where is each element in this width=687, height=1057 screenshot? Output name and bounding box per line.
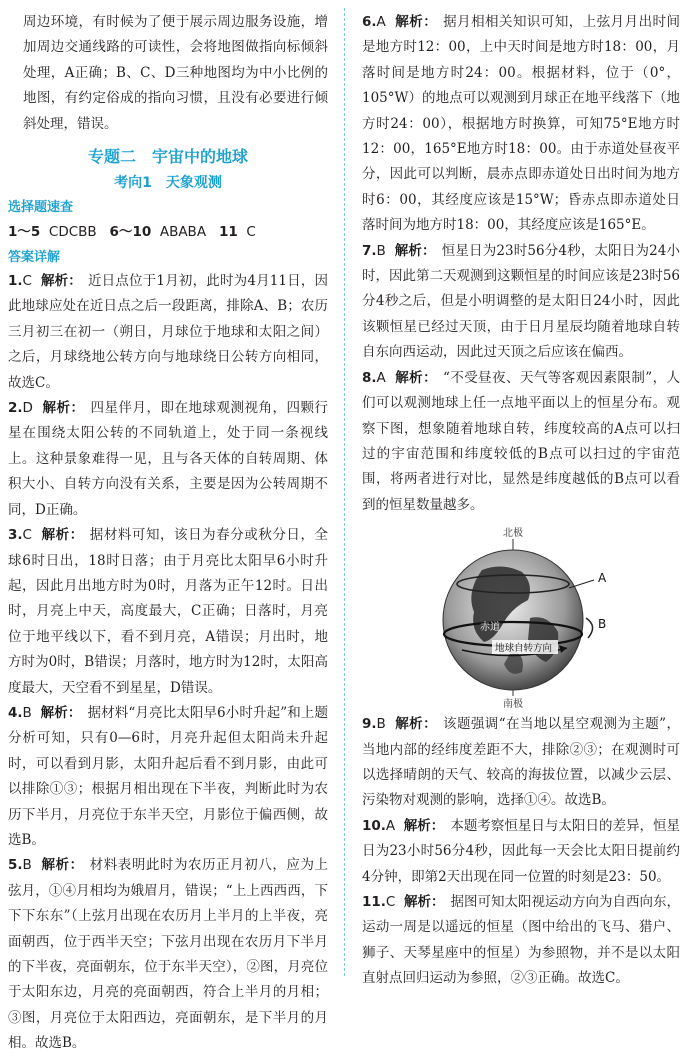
analysis-label: 解析： [40,273,82,290]
question-1 [8,269,328,396]
question-number: 11. [362,893,386,910]
question-number: 3. [8,527,23,544]
section-detail: 答案详解 [8,250,61,266]
analysis-label: 解析： [403,893,445,910]
question-text: 据材料“月亮比太阳早6小时升起”和上题分析可知，只有0—6时，月亮升起但太阳尚未升起时，可以看到月影，太阳升起后看不到月影，由此可以排除①③；根据月相出现在下半夜，判断此时为农历下半月，月亮位于东半天空，月影位于偏西侧，故选B。 [8,704,328,848]
right-column [362,10,680,992]
question-number: 1. [8,273,23,290]
key-answers-1: CDCBB [48,224,97,241]
globe-diagram [362,522,680,710]
north-pole-label: 北极 [503,528,523,540]
analysis-label: 解析： [42,400,85,417]
equator-label: 赤道 [480,622,500,634]
question-text: “不受昼夜、天气等客观因素限制”，人们可以观测地球上任一点地平面以上的恒星分布。观察下图，想象随着地球自转，纬度较高的A点可以扫过的宇宙范围和纬度较低的B点可以扫过的宇宙范围，将两者进行对比，显然是纬度越低的B点可以看到的恒星数量越多。 [362,369,680,513]
answer-keys [8,219,328,245]
point-a-label: A [598,571,607,586]
analysis-label: 解析： [395,369,437,386]
analysis-label: 解析： [41,857,84,874]
question-5 [8,853,328,1056]
sub-title: 考向1 天象观测 [114,175,222,192]
question-answer: B [376,242,386,259]
key-answers-2: ABABA [159,224,207,241]
question-3 [8,523,328,701]
question-number: 8. [362,369,377,386]
question-4 [8,701,328,853]
question-text: 本题考察恒星日与太阳日的差异，恒星日为23小时56分4秒，因此每一天会比太阳日提前约4分钟，即第2天出现在同一位置的时刻是23：50。 [362,817,681,885]
key-range-2: 6～10 [109,224,152,241]
question-8 [362,366,680,518]
question-text: 据月相相关知识可知，上弦月月出时间是地方时12：00，上中天时间是地方时18：00，月落时间是地方时24：00。根据材料，位于（0°，105°W）的地点可以观测到月球正在地平线落下（地方时24：00），根据地方时换算，可知75°E地方时12：00，165°E地方时18：00。由于赤道处昼夜平分，因此可以判断，晨赤点即赤道处日出时间为地方时6：00，其经度应该是15°W；昏赤点即赤道处日落时间为地方时18：00，其经度应该是165°E。 [362,14,680,234]
analysis-label: 解析： [40,704,82,721]
question-text: 恒星日为23时56分4秒，太阳日为24小时，因此第二天观测到这颗恒星的时间应该是23时56分4秒之后，但是小明调整的是太阳日24小时，因此该颗恒星已经过天顶，由于日月星辰均随着地球自转自东向西运动，因此过天顶之后应该在偏西。 [362,242,680,361]
analysis-label: 解析： [394,242,436,259]
key-range-1: 1～5 [8,224,41,241]
topic-title: 专题二 宇宙中的地球 [87,147,248,167]
question-11 [362,890,680,992]
question-9 [362,712,680,814]
question-2 [8,396,328,523]
question-number: 9. [362,716,377,733]
question-number: 6. [362,14,377,30]
earth-rotation-figure [362,522,680,710]
question-text: 四星伴月，即在地球观测视角，四颗行星在围绕太阳公转的不同轨道上，处于同一条视线上。这种景象难得一见，且与各天体的自转周期、体积大小、自转方向没有关系，主要是因为公转周期不同，D正确。 [8,400,329,518]
question-7 [362,239,680,366]
question-answer: C [22,273,32,290]
pointer-b [586,618,593,638]
question-10 [362,814,680,890]
question-answer: D [22,400,33,417]
analysis-label: 解析： [395,716,438,733]
question-6 [362,10,680,239]
question-text: 据材料可知，该日为春分或秋分日，全球6时日出，18时日落；由于月亮比太阳早6小时升起，因此月出地方时为0时，月落为正午12时。日出时，月亮上中天，高度最大，C正确；日落时，月亮位于地平线以下，看不到月亮，A错误；月出时，地方时为0时，B错误；月落时，地方时为12时，太阳高度最大，天空看不到星星，D错误。 [8,527,328,696]
question-answer: A [376,14,386,30]
question-answer: A [385,817,396,834]
question-number: 2. [8,400,23,417]
question-answer: A [376,369,386,386]
south-pole-label: 南极 [503,699,523,711]
column-divider [344,8,345,976]
question-text: 材料表明此时为农历正月初八，应为上弦月，①④月相均为娥眉月，错误；“上上西西西，下下下东东”（上弦月出现在农历月上半月的上半夜，亮面朝西，位于西半天空；下弦月出现在农历月下半月的下半夜，亮面朝东，位于东半天空），②图，月亮位于太阳东边，月亮的亮面朝西，符合上半月的月相；③图，月亮位于太阳西边，亮面朝东，是下半月的月相。故选B。 [8,857,329,1052]
analysis-label: 解析： [403,817,445,834]
analysis-label: 解析： [395,14,438,30]
question-answer: C [385,893,396,910]
question-text: 近日点位于1月初，此时为4月11日，因此地球应处在近日点之后一段距离，排除A、B；农历三月初三在初一（朔日，月球位于地球和太阳之间）之后，月球绕地公转方向与地球绕日公转方向相同，故选C。 [8,273,329,391]
question-text: 据图可知太阳视运动方向为自西向东，运动一周是以遥远的恒星（图中给出的飞马、猎户、狮子、天琴星座中的恒星）为参照物，并不是以太阳直射点回归运动为参照，②③正确。故选C。 [362,893,681,987]
question-answer: B [376,716,386,733]
question-number: 4. [8,704,23,721]
point-b-label: B [598,617,607,632]
left-column [8,10,328,1057]
question-number: 10. [362,817,386,834]
question-answer: B [22,857,32,874]
question-number: 7. [362,242,377,259]
question-number: 5. [8,857,23,874]
section-quick-check: 选择题速查 [8,200,74,216]
key-range-3: 11 [218,224,238,241]
question-text: 该题强调“在当地以星空观测为主题”，当地内部的经纬度差距不大，排除②③；在观测时可以选择晴朗的天气、较高的海拔位置，以减少云层、污染物对观测的影响，选择①④。故选B。 [362,716,681,809]
analysis-label: 解析： [41,527,84,544]
intro-paragraph: 周边环境，有时候为了便于展示周边服务设施，增加周边交通线路的可读性，会将地图做指向标倾斜处理，A正确；B、C、D三种地图均为中小比例的地图，有约定俗成的指向习惯，且没有必要进行倾斜处理，错误。 [23,14,328,132]
question-answer: B [22,704,32,721]
question-answer: C [22,527,32,544]
rotation-label: 地球自转方向 [495,643,553,655]
key-answers-3: C [246,224,256,241]
